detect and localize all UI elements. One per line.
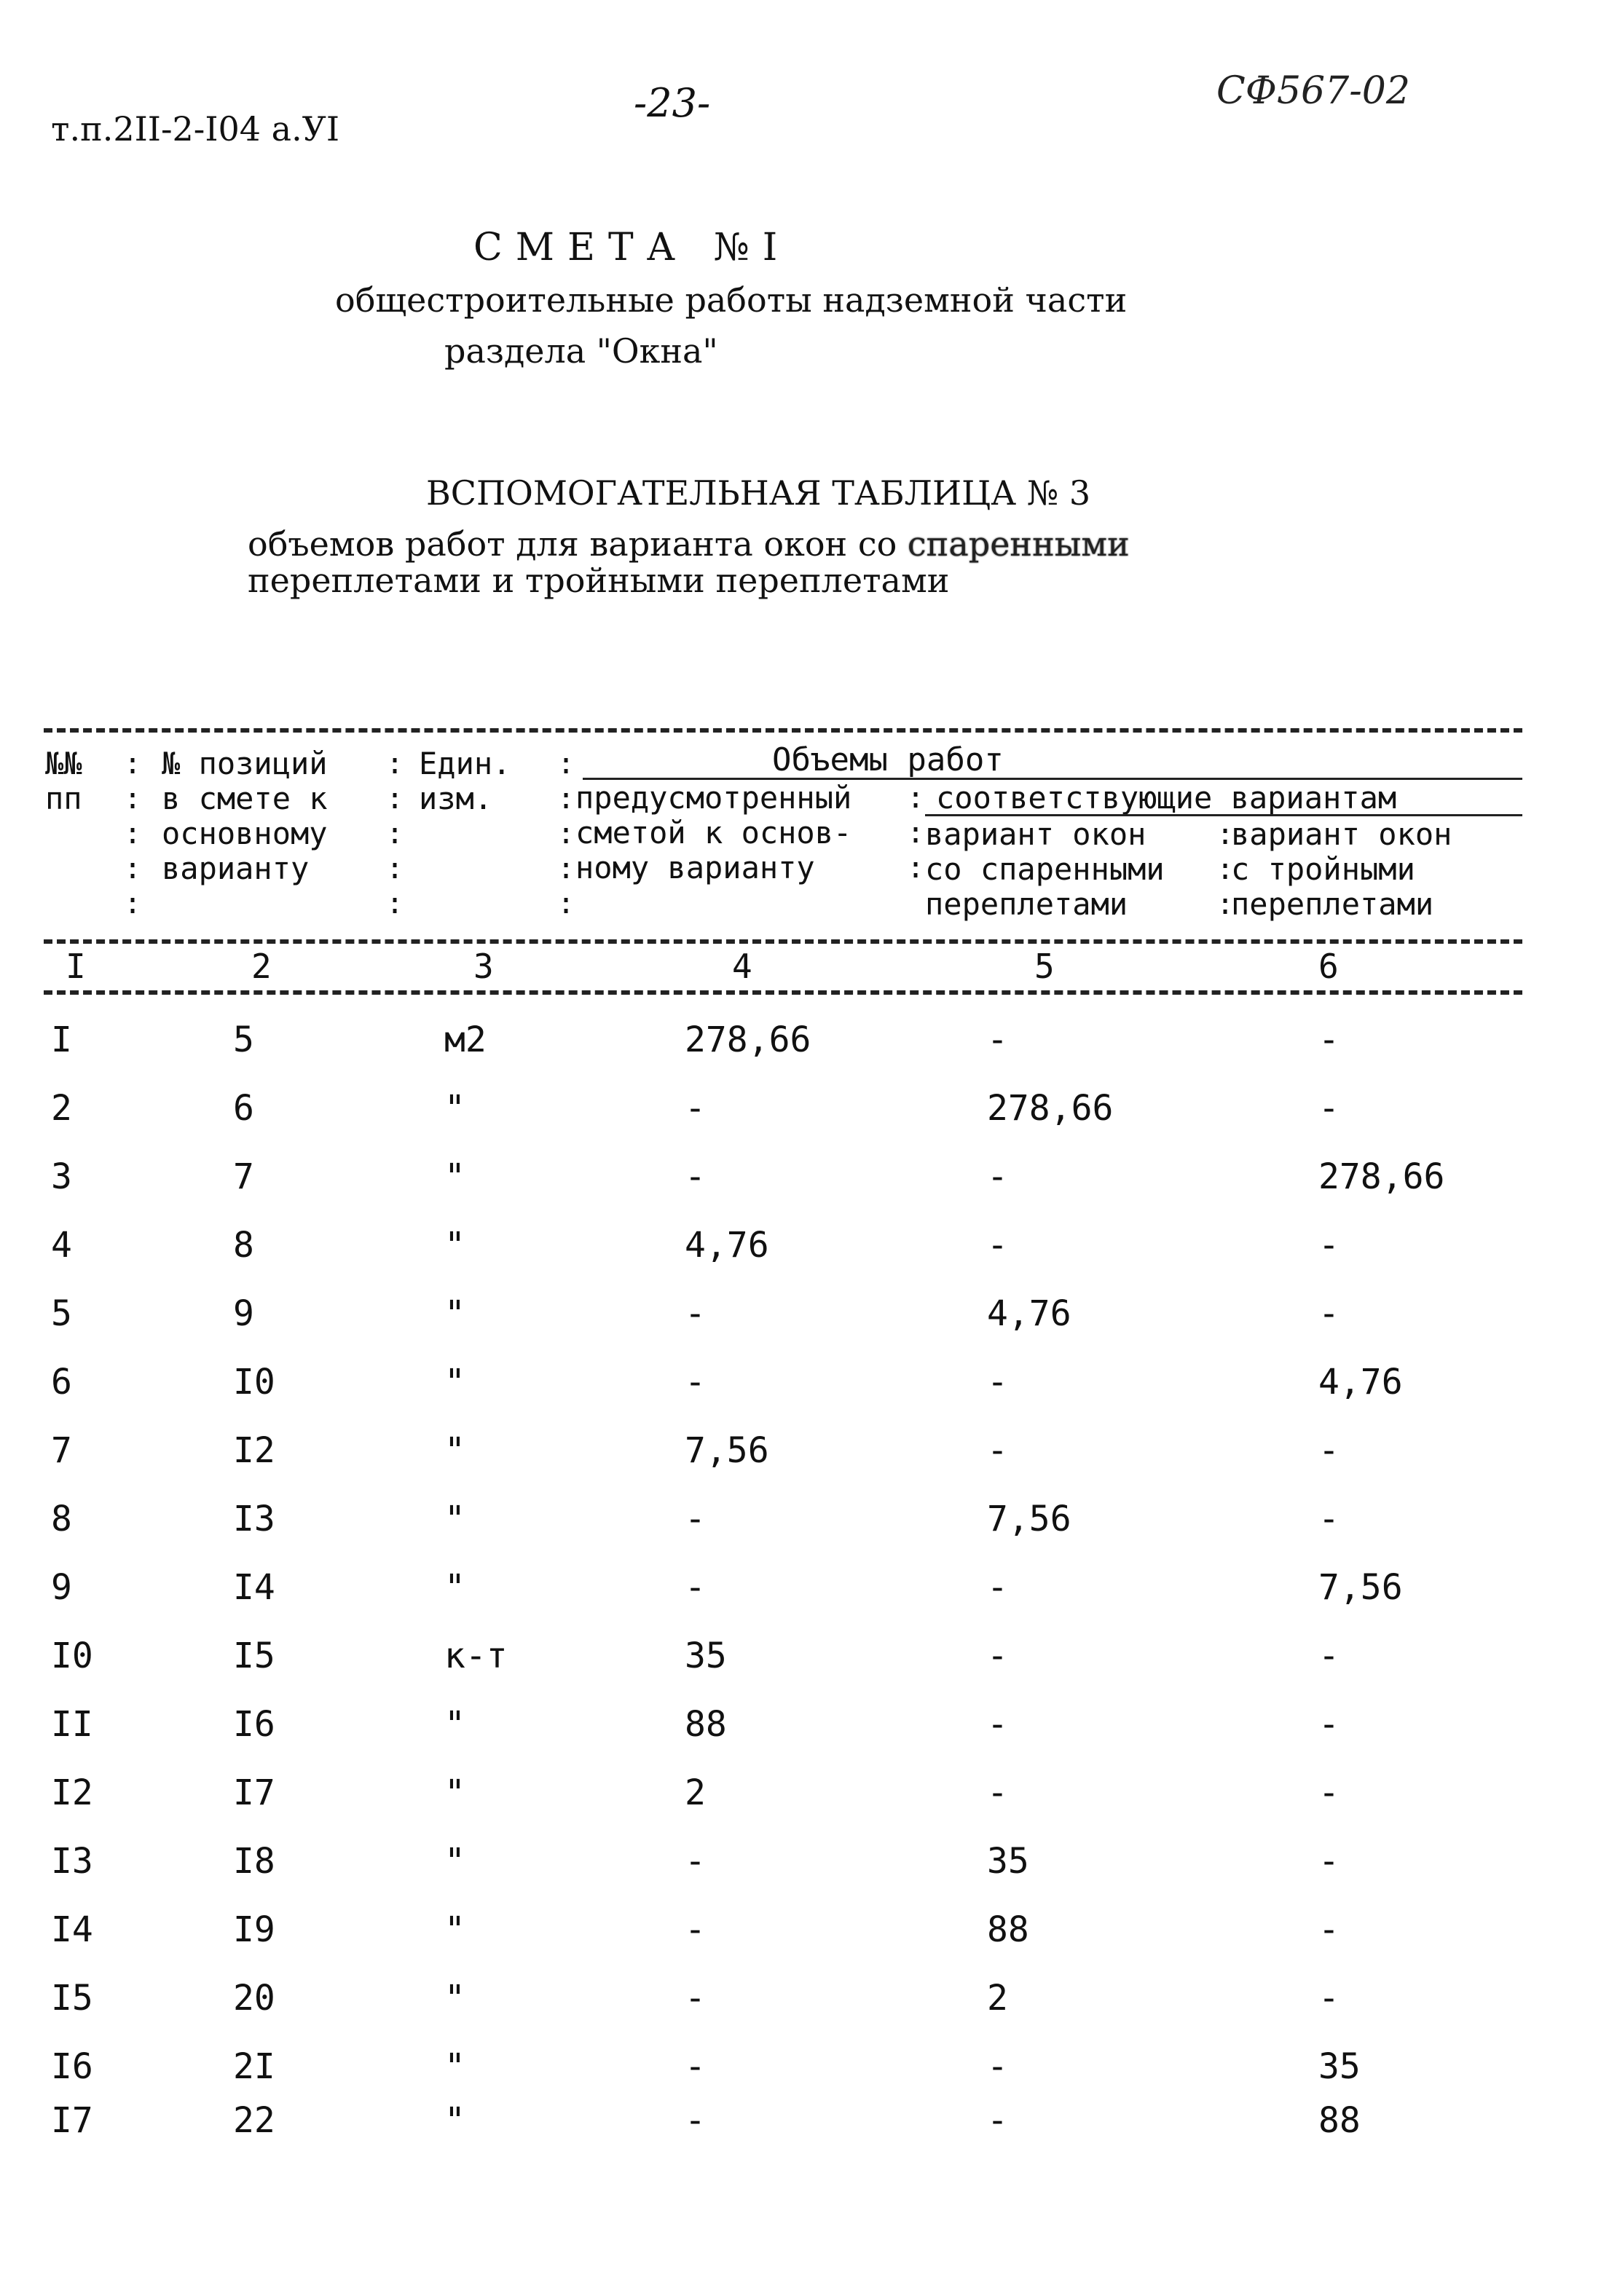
table-row <box>0 1088 1601 1156</box>
header-separator-2: : : : : : <box>386 747 404 920</box>
table-cell: - <box>1318 1841 1340 1882</box>
table-cell: - <box>685 1909 706 1950</box>
auxiliary-table-title: ВСПОМОГАТЕЛЬНАЯ ТАБЛИЦА № 3 <box>426 473 1091 513</box>
table-row <box>0 1019 1601 1088</box>
table-cell: I0 <box>233 1362 275 1403</box>
table-cell: 2 <box>987 1978 1008 2019</box>
table-cell: I5 <box>51 1978 93 2019</box>
table-cell: 4,76 <box>1318 1362 1403 1403</box>
table-cell: 4,76 <box>685 1225 769 1266</box>
table-cell: I4 <box>51 1909 93 1950</box>
table-row <box>0 1909 1601 1978</box>
header-col-position: № позиций в смете к основному варианту <box>162 746 328 886</box>
header-bottom-rule <box>44 939 1522 944</box>
table-cell: 2I <box>233 2046 275 2087</box>
subtitle-text: объемов работ для варианта окон со <box>248 524 908 564</box>
table-cell: " <box>444 2046 465 2087</box>
table-top-rule <box>44 728 1522 733</box>
table-cell: - <box>685 1088 706 1129</box>
table-cell: - <box>987 1772 1008 1813</box>
estimate-title: СМЕТА №I <box>473 226 791 269</box>
table-cell: " <box>444 1293 465 1334</box>
table-cell: 8 <box>51 1499 72 1539</box>
table-cell: - <box>1318 1909 1340 1950</box>
table-cell: 2 <box>51 1088 72 1129</box>
table-row <box>0 1293 1601 1362</box>
table-row <box>0 1978 1601 2046</box>
table-cell: 278,66 <box>1318 1156 1445 1197</box>
table-row <box>0 1362 1601 1430</box>
table-cell: 35 <box>685 1636 727 1676</box>
table-cell: " <box>444 1430 465 1471</box>
table-cell: 9 <box>233 1293 254 1334</box>
table-row <box>0 1156 1601 1225</box>
table-cell: - <box>685 1567 706 1608</box>
table-cell: 35 <box>987 1841 1029 1882</box>
table-cell: " <box>444 1567 465 1608</box>
header-separator-5: : : : <box>1216 818 1235 921</box>
header-subgroup-variants: соответствующие вариантам <box>936 780 1397 816</box>
column-number: 2 <box>251 947 272 986</box>
table-cell: 8 <box>233 1225 254 1266</box>
table-cell: " <box>444 1499 465 1539</box>
table-cell: " <box>444 1225 465 1266</box>
overwritten-word: спаренными <box>907 524 1130 564</box>
auxiliary-table-subtitle-line-1 <box>248 524 1130 564</box>
table-cell: 2 <box>685 1772 706 1813</box>
table-cell: " <box>444 2100 465 2141</box>
table-cell: - <box>987 1362 1008 1403</box>
table-cell: - <box>987 1430 1008 1471</box>
table-cell: 278,66 <box>685 1019 811 1060</box>
table-cell: - <box>987 2046 1008 2087</box>
table-cell: 4 <box>51 1225 72 1266</box>
table-cell: 7,56 <box>987 1499 1071 1539</box>
table-cell: " <box>444 1704 465 1745</box>
table-cell: - <box>1318 1704 1340 1745</box>
column-number: 3 <box>473 947 494 986</box>
table-cell: - <box>685 1841 706 1882</box>
table-cell: - <box>1318 1636 1340 1676</box>
table-cell: " <box>444 1841 465 1882</box>
table-row <box>0 1499 1601 1567</box>
table-cell: - <box>1318 1499 1340 1539</box>
table-cell: - <box>1318 1772 1340 1813</box>
table-cell: 6 <box>51 1362 72 1403</box>
table-cell: - <box>685 1362 706 1403</box>
header-col-base-variant: предусмотренный сметой к основ- ному варианту <box>575 780 852 885</box>
table-cell: - <box>987 1225 1008 1266</box>
table-cell: - <box>1318 1293 1340 1334</box>
table-cell: 7 <box>51 1430 72 1471</box>
table-cell: I4 <box>233 1567 275 1608</box>
table-cell: - <box>1318 1019 1340 1060</box>
table-cell: - <box>685 1978 706 2019</box>
table-cell: - <box>685 2046 706 2087</box>
table-cell: 9 <box>51 1567 72 1608</box>
table-cell: " <box>444 1978 465 2019</box>
table-cell: - <box>685 1499 706 1539</box>
table-cell: - <box>987 2100 1008 2141</box>
table-row <box>0 1636 1601 1704</box>
column-numbers-row <box>0 947 1601 990</box>
table-cell: - <box>1318 1430 1340 1471</box>
table-cell: 7,56 <box>685 1430 769 1471</box>
table-row <box>0 1772 1601 1841</box>
table-row <box>0 1225 1601 1293</box>
header-col-triple-sashes: вариант окон с тройными переплетами <box>1231 816 1452 922</box>
table-cell: - <box>685 1293 706 1334</box>
header-separator-1: : : : : : <box>124 747 142 920</box>
table-cell: - <box>987 1019 1008 1060</box>
table-cell: - <box>1318 1225 1340 1266</box>
auxiliary-table-subtitle-line-2: переплетами и тройными переплетами <box>248 561 950 600</box>
table-cell: I9 <box>233 1909 275 1950</box>
header-separator-3: : : : : : <box>557 747 575 920</box>
table-row <box>0 2100 1601 2169</box>
table-cell: I5 <box>233 1636 275 1676</box>
table-cell: 88 <box>1318 2100 1361 2141</box>
table-cell: " <box>444 1088 465 1129</box>
table-cell: - <box>1318 1088 1340 1129</box>
header-group-volumes: Объемы работ <box>772 741 1004 778</box>
column-number: I <box>66 947 86 986</box>
column-numbers-rule <box>44 990 1522 995</box>
table-cell: 278,66 <box>987 1088 1114 1129</box>
table-cell: II <box>51 1704 93 1745</box>
page-number: -23- <box>634 80 711 126</box>
table-cell: " <box>444 1362 465 1403</box>
table-cell: I7 <box>51 2100 93 2141</box>
table-cell: " <box>444 1156 465 1197</box>
table-cell: 5 <box>233 1019 254 1060</box>
table-cell: I6 <box>233 1704 275 1745</box>
table-cell: I6 <box>51 2046 93 2087</box>
table-cell: 22 <box>233 2100 275 2141</box>
table-cell: - <box>685 1156 706 1197</box>
table-cell: - <box>987 1636 1008 1676</box>
table-cell: 6 <box>233 1088 254 1129</box>
header-col-row-number: №№ пп <box>45 746 82 816</box>
table-cell: 88 <box>685 1704 727 1745</box>
header-col-unit: Един. изм. <box>419 746 511 816</box>
table-cell: 4,76 <box>987 1293 1071 1334</box>
table-cell: 88 <box>987 1909 1029 1950</box>
handwritten-document-code: СФ567-02 <box>1216 69 1410 113</box>
estimate-subtitle-line-1: общестроительные работы надземной части <box>335 280 1128 320</box>
estimate-subtitle-line-2: раздела "Окна" <box>444 331 718 371</box>
table-cell: 7,56 <box>1318 1567 1403 1608</box>
table-cell: - <box>987 1704 1008 1745</box>
table-cell: м2 <box>444 1019 487 1060</box>
table-cell: к-т <box>444 1636 508 1676</box>
table-cell: 3 <box>51 1156 72 1197</box>
table-cell: " <box>444 1909 465 1950</box>
table-cell: I7 <box>233 1772 275 1813</box>
table-cell: I2 <box>51 1772 93 1813</box>
table-row <box>0 1567 1601 1636</box>
column-number: 4 <box>732 947 752 986</box>
table-cell: I8 <box>233 1841 275 1882</box>
table-cell: - <box>685 2100 706 2141</box>
column-number: 5 <box>1034 947 1055 986</box>
header-col-paired-sashes: вариант окон со спаренными переплетами <box>925 816 1165 922</box>
table-cell: I3 <box>233 1499 275 1539</box>
document-reference: т.п.2II-2-I04 а.УI <box>51 109 340 149</box>
table-cell: 7 <box>233 1156 254 1197</box>
table-cell: - <box>1318 1978 1340 2019</box>
table-cell: I3 <box>51 1841 93 1882</box>
table-cell: - <box>987 1156 1008 1197</box>
table-row <box>0 1841 1601 1909</box>
table-cell: I0 <box>51 1636 93 1676</box>
table-cell: 20 <box>233 1978 275 2019</box>
column-number: 6 <box>1318 947 1339 986</box>
header-separator-4: : : : <box>907 781 925 885</box>
table-cell: 35 <box>1318 2046 1361 2087</box>
table-cell: - <box>987 1567 1008 1608</box>
table-row <box>0 1430 1601 1499</box>
table-cell: I2 <box>233 1430 275 1471</box>
table-cell: 5 <box>51 1293 72 1334</box>
table-row <box>0 1704 1601 1772</box>
table-cell: " <box>444 1772 465 1813</box>
table-cell: I <box>51 1019 72 1060</box>
